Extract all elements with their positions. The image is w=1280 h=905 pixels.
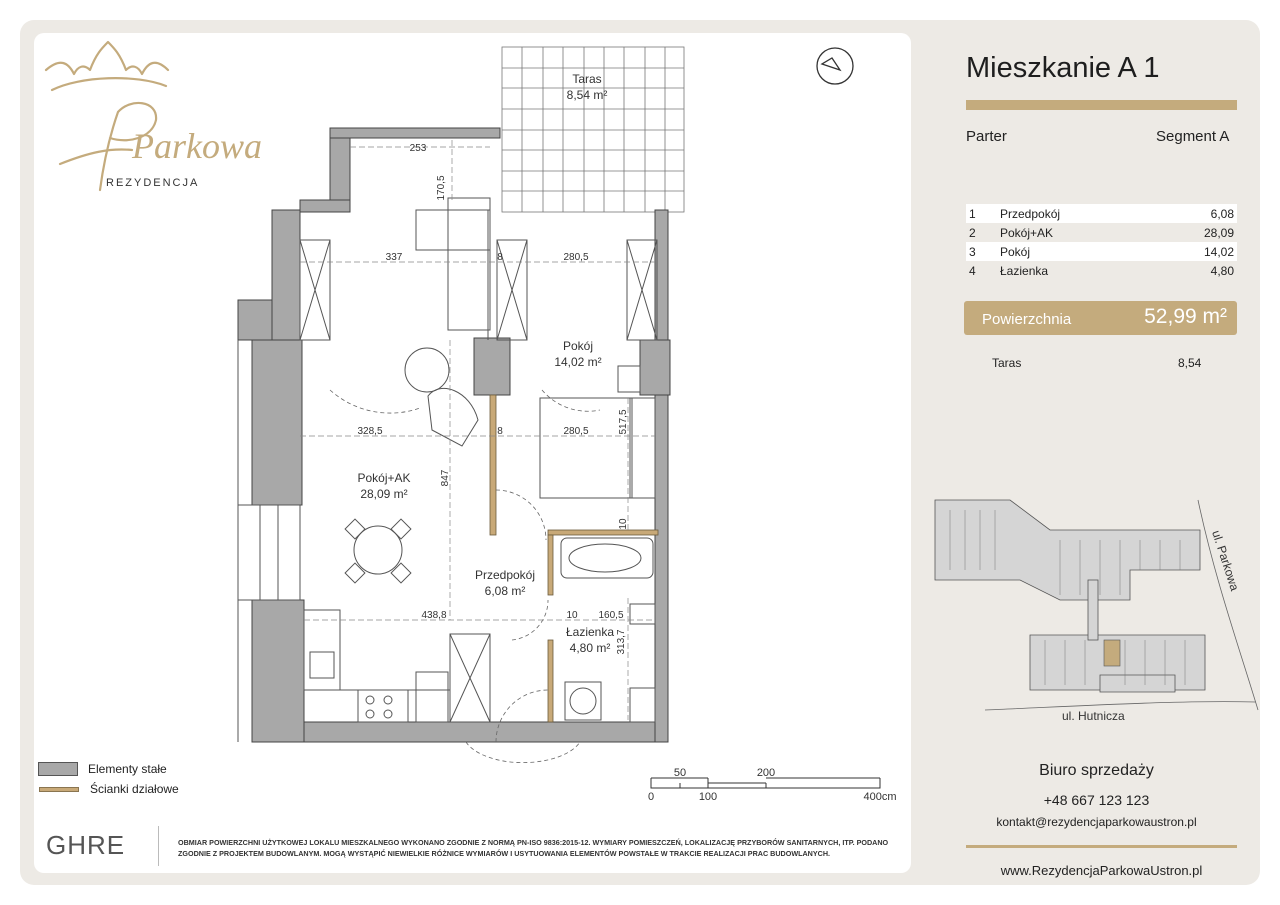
- room-number: 3: [969, 244, 976, 259]
- parkowa-logo: [40, 40, 262, 200]
- dim-337: 337: [385, 252, 403, 263]
- dim-313-7: 313,7: [616, 629, 627, 655]
- room-area: 28,09: [1203, 225, 1234, 240]
- room-name: Przedpokój: [1000, 206, 1061, 221]
- scale-bar: [640, 765, 910, 805]
- dim-10b: 10: [566, 610, 578, 621]
- scale-tick-50: 50: [673, 767, 687, 779]
- apartment-segment: Segment A: [1156, 128, 1230, 145]
- disclaimer-text: OBMIAR POWIERZCHNI UŻYTKOWEJ LOKALU MIESZKALNEGO WYKONANO ZGODNIE Z NORMĄ PN-ISO 9836:2015-12. WYMIARY POMIESZCZEŃ, LOKALIZACJĘ PRZYBORÓW SANITARNYCH, ITP. PODANO ZGODNIE Z PROJEKTEM BUDOWLANYM. MOGĄ WYSTĄPIĆ NIEWIELKIE RÓŻNICE WYMIARÓW I USYTUOWANIA ELEMENTÓW POWSTAŁE W TRAKCIE REALIZACJI PRAC BUDOWLANYCH.: [178, 838, 889, 858]
- dim-8a: 8: [497, 252, 503, 263]
- room-name-pokoj-ak: Pokój+AK: [357, 471, 411, 485]
- street-label-hutnicza: ul. Hutnicza: [1062, 709, 1125, 723]
- room-name: Łazienka: [1000, 263, 1049, 278]
- room-row: [966, 223, 1237, 242]
- room-name-pokoj: Pokój: [562, 339, 594, 353]
- room-area-lazienka: 4,80 m²: [569, 641, 611, 655]
- room-name-lazienka: Łazienka: [565, 625, 615, 639]
- north-arrow-icon: [817, 48, 853, 84]
- street-label-parkowa: ul. Parkowa: [1209, 528, 1242, 593]
- dim-170-5: 170,5: [436, 175, 447, 201]
- partition-walls: [490, 395, 658, 722]
- legend-item-walls: [38, 780, 179, 798]
- scale-tick-0: 0: [647, 791, 655, 803]
- scale-tick-100: 100: [698, 791, 718, 803]
- developer-logo: GHRE: [46, 830, 126, 860]
- floor-plan: [230, 40, 910, 770]
- sales-office-heading: Biuro sprzedaży: [1039, 762, 1154, 779]
- footer-divider: [158, 826, 159, 866]
- sales-email[interactable]: kontakt@rezydencjaparkowaustron.pl: [996, 815, 1197, 829]
- dim-847: 847: [440, 469, 451, 487]
- website-link[interactable]: www.RezydencjaParkowaUstron.pl: [1000, 863, 1203, 878]
- unit-highlight: [1104, 640, 1120, 666]
- room-area-przedpokoj: 6,08 m²: [484, 584, 526, 598]
- room-name: Pokój+AK: [1000, 225, 1054, 240]
- room-name-przedpokoj: Przedpokój: [474, 568, 536, 582]
- legend-item-fixed: [38, 760, 179, 778]
- legend: [38, 760, 179, 800]
- dim-253: 253: [409, 143, 427, 154]
- room-area-pokoj: 14,02 m²: [554, 355, 602, 369]
- room-row: [966, 242, 1237, 261]
- room-area: 14,02: [1203, 244, 1234, 259]
- title-accent-bar: [966, 100, 1237, 110]
- room-number: 4: [969, 263, 976, 278]
- dim-280-5a: 280,5: [563, 252, 589, 263]
- legend-label-fixed: Elementy stałe: [88, 762, 167, 776]
- scale-tick-200: 200: [756, 767, 776, 779]
- dim-10a: 10: [618, 518, 629, 530]
- room-area: 6,08: [1210, 206, 1234, 221]
- logo-script-text: Parkowa: [132, 126, 262, 166]
- room-name: Pokój: [1000, 244, 1031, 259]
- dim-328-5: 328,5: [357, 426, 383, 437]
- terrace-label: Taras: [992, 356, 1022, 370]
- legend-label-walls: Ścianki działowe: [90, 782, 179, 796]
- room-number: 2: [969, 225, 976, 240]
- apartment-title: Mieszkanie A 1: [966, 52, 1160, 84]
- dim-517-5: 517,5: [618, 409, 629, 435]
- dim-438-8: 438,8: [421, 610, 447, 621]
- room-name-taras: Taras: [572, 72, 602, 86]
- terrace-value: 8,54: [1178, 356, 1202, 370]
- room-area-pokoj-ak: 28,09 m²: [360, 487, 408, 501]
- room-row: [966, 261, 1237, 280]
- sales-phone[interactable]: +48 667 123 123: [1043, 792, 1150, 808]
- room-list: [966, 204, 1237, 280]
- total-area-box: [964, 301, 1237, 335]
- site-map: [925, 490, 1265, 730]
- website-divider: [966, 845, 1237, 848]
- legend-swatch-fixed: [38, 762, 78, 776]
- dim-160-5: 160,5: [598, 610, 624, 621]
- total-area-value: 52,99 m²: [1144, 305, 1227, 328]
- scale-tick-400: 400cm: [863, 791, 897, 803]
- room-number: 1: [969, 206, 976, 221]
- logo-sub-text: REZYDENCJA: [106, 177, 200, 189]
- dim-8b: 8: [497, 426, 503, 437]
- room-area-taras: 8,54 m²: [566, 88, 608, 102]
- room-row: [966, 204, 1237, 223]
- legend-swatch-walls: [39, 787, 79, 792]
- total-area-label: Powierzchnia: [982, 311, 1072, 328]
- door-swings: [330, 390, 600, 763]
- apartment-level: Parter: [966, 128, 1007, 145]
- room-area: 4,80: [1210, 263, 1234, 278]
- dim-280-5b: 280,5: [563, 426, 589, 437]
